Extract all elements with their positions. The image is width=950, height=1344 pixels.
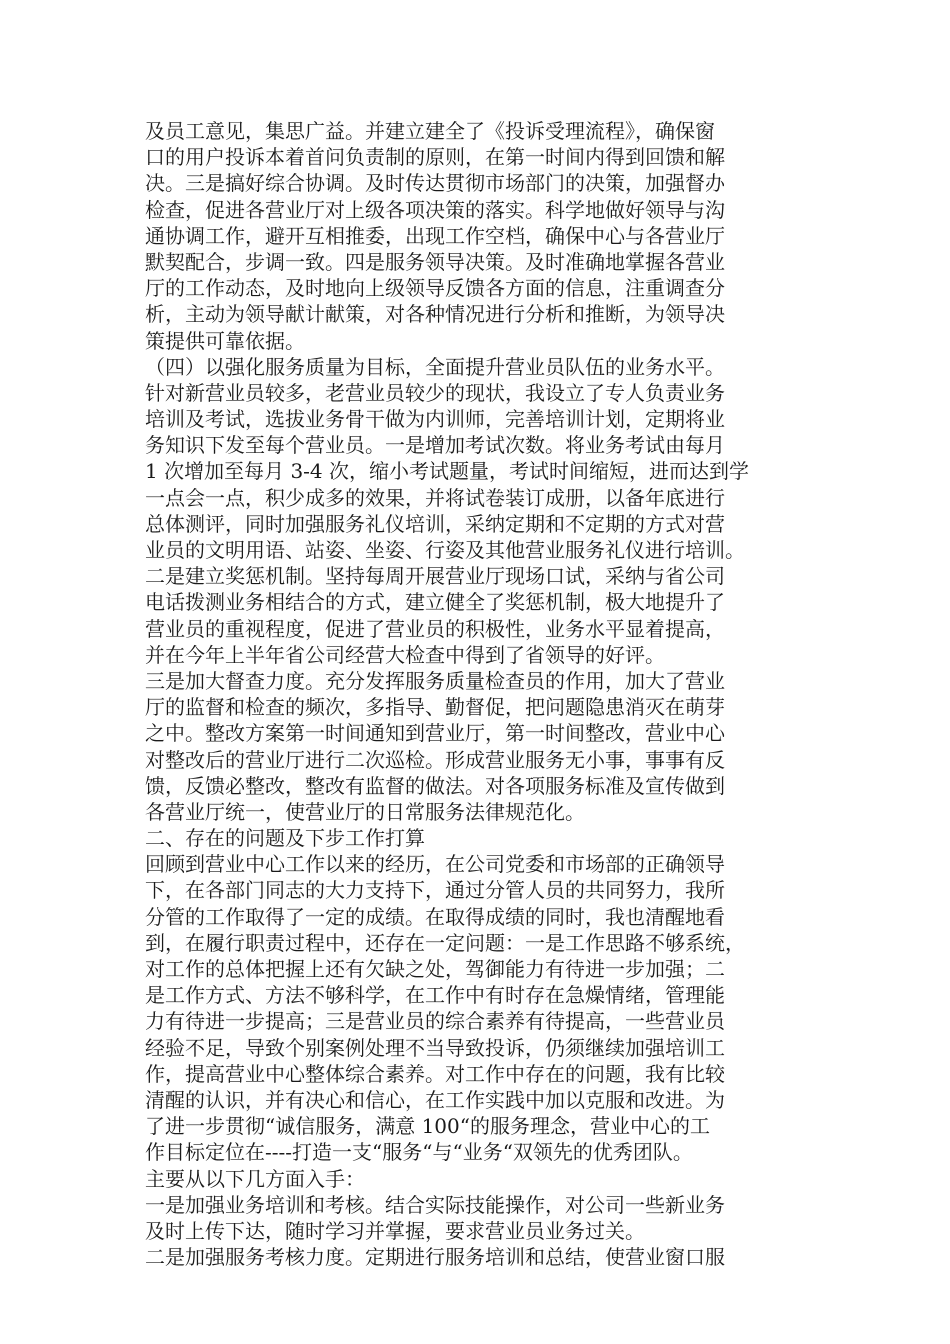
text-line: 通协调工作，避开互相推委，出现工作空档，确保中心与各营业厅 [145,223,725,248]
text-line: 一是加强业务培训和考核。结合实际技能操作，对公司一些新业务 [145,1192,725,1217]
text-line: 作，提高营业中心整体综合素养。对工作中存在的问题，我有比较 [145,1061,725,1086]
text-line: 业员的文明用语、站姿、坐姿、行姿及其他营业服务礼仪进行培训。 [145,538,745,562]
text-line: 厅的监督和检查的频次，多指导、勤督促，把问题隐患消灭在萌芽 [145,695,725,720]
text-line: 电话拨测业务相结合的方式，建立健全了奖惩机制，极大地提升了 [145,590,725,615]
text-line: 馈，反馈必整改，整改有监督的做法。对各项服务标准及宣传做到 [145,773,725,798]
text-line: 厅的工作动态，及时地向上级领导反馈各方面的信息，注重调查分 [145,276,725,301]
text-line: 了进一步贯彻“诚信服务，满意 100“的服务理念，营业中心的工 [145,1114,710,1139]
document-body-text [145,118,815,1270]
text-line: 策提供可靠依据。 [145,328,305,353]
text-line: 并在今年上半年省公司经营大检查中得到了省领导的好评。 [145,642,665,667]
text-line: 之中。整改方案第一时间通知到营业厅，第一时间整改，营业中心 [145,721,725,746]
text-line: 主要从以下几方面入手： [145,1166,365,1191]
text-line: 到，在履行职责过程中，还存在一定问题：一是工作思路不够系统， [145,930,745,955]
text-line: 二是建立奖惩机制。坚持每周开展营业厅现场口试，采纳与省公司 [145,564,725,589]
text-line: 口的用户投诉本着首问负责制的原则，在第一时间内得到回馈和解 [145,145,725,170]
text-line: 对工作的总体把握上还有欠缺之处，驾御能力有待进一步加强；二 [145,957,725,981]
text-line: 二是加强服务考核力度。定期进行服务培训和总结，使营业窗口服 [145,1245,725,1270]
text-line: 析，主动为领导献计献策，对各种情况进行分析和推断，为领导决 [145,302,725,327]
text-line: 检查，促进各营业厅对上级各项决策的落实。科学地做好领导与沟 [145,197,725,222]
text-line: 培训及考试，选拔业务骨干做为内训师，完善培训计划，定期将业 [145,407,725,432]
text-line: 下，在各部门同志的大力支持下，通过分管人员的共同努力，我所 [145,878,725,903]
text-line: 总体测评，同时加强服务礼仪培训，采纳定期和不定期的方式对营 [145,511,725,536]
text-line: 务知识下发至每个营业员。一是增加考试次数。将业务考试由每月 [145,433,725,458]
text-line: 针对新营业员较多，老营业员较少的现状，我设立了专人负责业务 [145,380,725,405]
text-line: 经验不足，导致个别案例处理不当导致投诉，仍须继续加强培训工 [145,1035,725,1060]
text-line: 及时上传下达，随时学习并掌握，要求营业员业务过关。 [145,1218,645,1243]
text-line: 作目标定位在----打造一支“服务“与“业务“双领先的优秀团队。 [145,1140,693,1165]
text-line: 力有待进一步提高；三是营业员的综合素养有待提高，一些营业员 [145,1009,725,1034]
text-line: 决。三是搞好综合协调。及时传达贯彻市场部门的决策，加强督办 [145,171,725,196]
text-line: 二、存在的问题及下步工作打算 [145,826,425,851]
text-line: 回顾到营业中心工作以来的经历，在公司党委和市场部的正确领导 [145,852,725,877]
text-line: 各营业厅统一，使营业厅的日常服务法律规范化。 [145,799,585,824]
text-line: （四）以强化服务质量为目标，全面提升营业员队伍的业务水平。 [145,354,725,379]
text-line: 1 次增加至每月 3-4 次，缩小考试题量，考试时间缩短，进而达到学 [145,459,750,484]
text-line: 一点会一点，积少成多的效果，并将试卷装订成册，以备年底进行 [145,485,725,510]
text-line: 及员工意见，集思广益。并建立建全了《投诉受理流程》，确保窗 [145,119,715,143]
text-line: 对整改后的营业厅进行二次巡检。形成营业服务无小事，事事有反 [145,747,725,772]
text-line: 分管的工作取得了一定的成绩。在取得成绩的同时，我也清醒地看 [145,904,725,929]
text-line: 清醒的认识，并有决心和信心，在工作实践中加以克服和改进。为 [145,1087,725,1112]
text-line: 营业员的重视程度，促进了营业员的积极性，业务水平显着提高， [145,616,725,641]
text-line: 默契配合，步调一致。四是服务领导决策。及时准确地掌握各营业 [145,249,725,274]
text-line: 三是加大督查力度。充分发挥服务质量检查员的作用，加大了营业 [145,668,725,693]
text-line: 是工作方式、方法不够科学，在工作中有时存在急燥情绪，管理能 [145,983,725,1008]
